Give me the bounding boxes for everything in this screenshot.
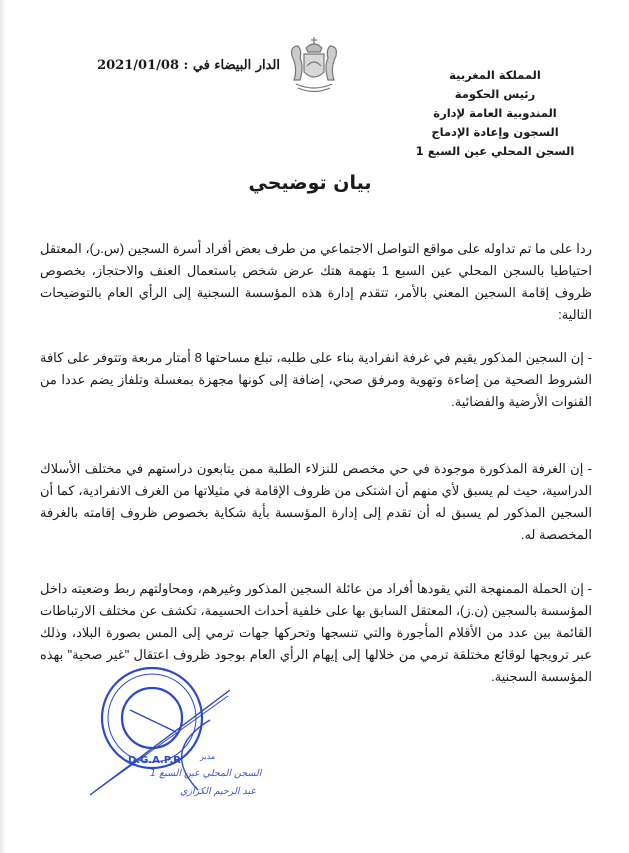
- coat-of-arms-icon: [286, 34, 342, 96]
- date-line: الدار البيضاء في : 2021/01/08: [97, 58, 280, 73]
- issuer-line: السجون وإعادة الإدماج: [431, 125, 559, 139]
- signature-title: مدير: [200, 752, 216, 761]
- clarification-paragraph: - إن السجين المذكور يقيم في غرفة انفرادية بناء على طلبه، تبلغ مساحتها 8 أمتار مربعة وتتوفر على كافة الشروط الصحية من إضاءة وتهوية ومرفق صحي، إضافة إلى كونها مجهزة بمغسلة وتلفاز يضم عددا من القنوات الأرضية والفضائية.: [40, 350, 592, 409]
- scan-edge: [0, 0, 6, 853]
- signature-position: السجن المحلي عين السبع 1: [150, 768, 262, 779]
- issuer-line: رئيس الحكومة: [454, 87, 536, 101]
- signature-name: عبد الرحيم الكزازي: [180, 786, 257, 797]
- intro-paragraph: ردا على ما تم تداوله على مواقع التواصل الاجتماعي من طرف بعض أفراد أسرة السجين (س.ر)، المعتقل احتياطيا بالسجن المحلي عين السبع 1 بتهمة هتك عرض شخص باستعمال العنف والاحتجاز، بخصوص ظروف إقامة السجين المعني بالأمر، تتقدم إدارة هذه المؤسسة السجنية إلى الرأي العام بالتوضيحات التالية:: [40, 241, 592, 322]
- clarification-paragraph: - إن الحملة الممنهجة التي يقودها أفراد من عائلة السجين المذكور وغيرهم، ومحاولتهم ربط وضعيته داخل المؤسسة بالسجين (ن.ز)، المعتقل السابق بها على خلفية أحداث الحسيمة، تكشف عن مختلف الارتباطات القائمة بين عدد من الأقلام المأجورة والتي تنسجها وتحركها جهات ترمي إلى المس بصورة البلاد، وذلك عبر ترويجها لوقائع مختلقة ترمي من خلالها إلى إيهام الرأي العام بوجود ظروف اعتقال "غير صحية" بهذه المؤسسة السجنية.: [40, 581, 592, 684]
- svg-text:D.G.A.P.R: D.G.A.P.R: [128, 755, 181, 766]
- issuer-block: [395, 66, 595, 161]
- issuer-line: المملكة المغربية: [449, 68, 541, 82]
- clarification-paragraph: - إن الغرفة المذكورة موجودة في حي مخصص للنزلاء الطلبة ممن يتابعون دراستهم في مختلف الأسلاك الدراسية، حيث لم يسبق لأي منهم أن اشتكى من ظروف الإقامة في مثيلاتها من الغرف الانفرادية، كما أن السجين المذكور لم يسبق له أن تقدم إلى إدارة المؤسسة بأية شكاية بخصوص ظروف إقامته بالغرفة المخصصة له.: [40, 461, 592, 542]
- issuer-line: السجن المحلي عين السبع 1: [415, 144, 575, 158]
- document-title: بيان توضيحي: [248, 172, 372, 194]
- issuer-line: المندوبية العامة لإدارة: [433, 106, 557, 120]
- official-stamp-icon: [90, 660, 230, 800]
